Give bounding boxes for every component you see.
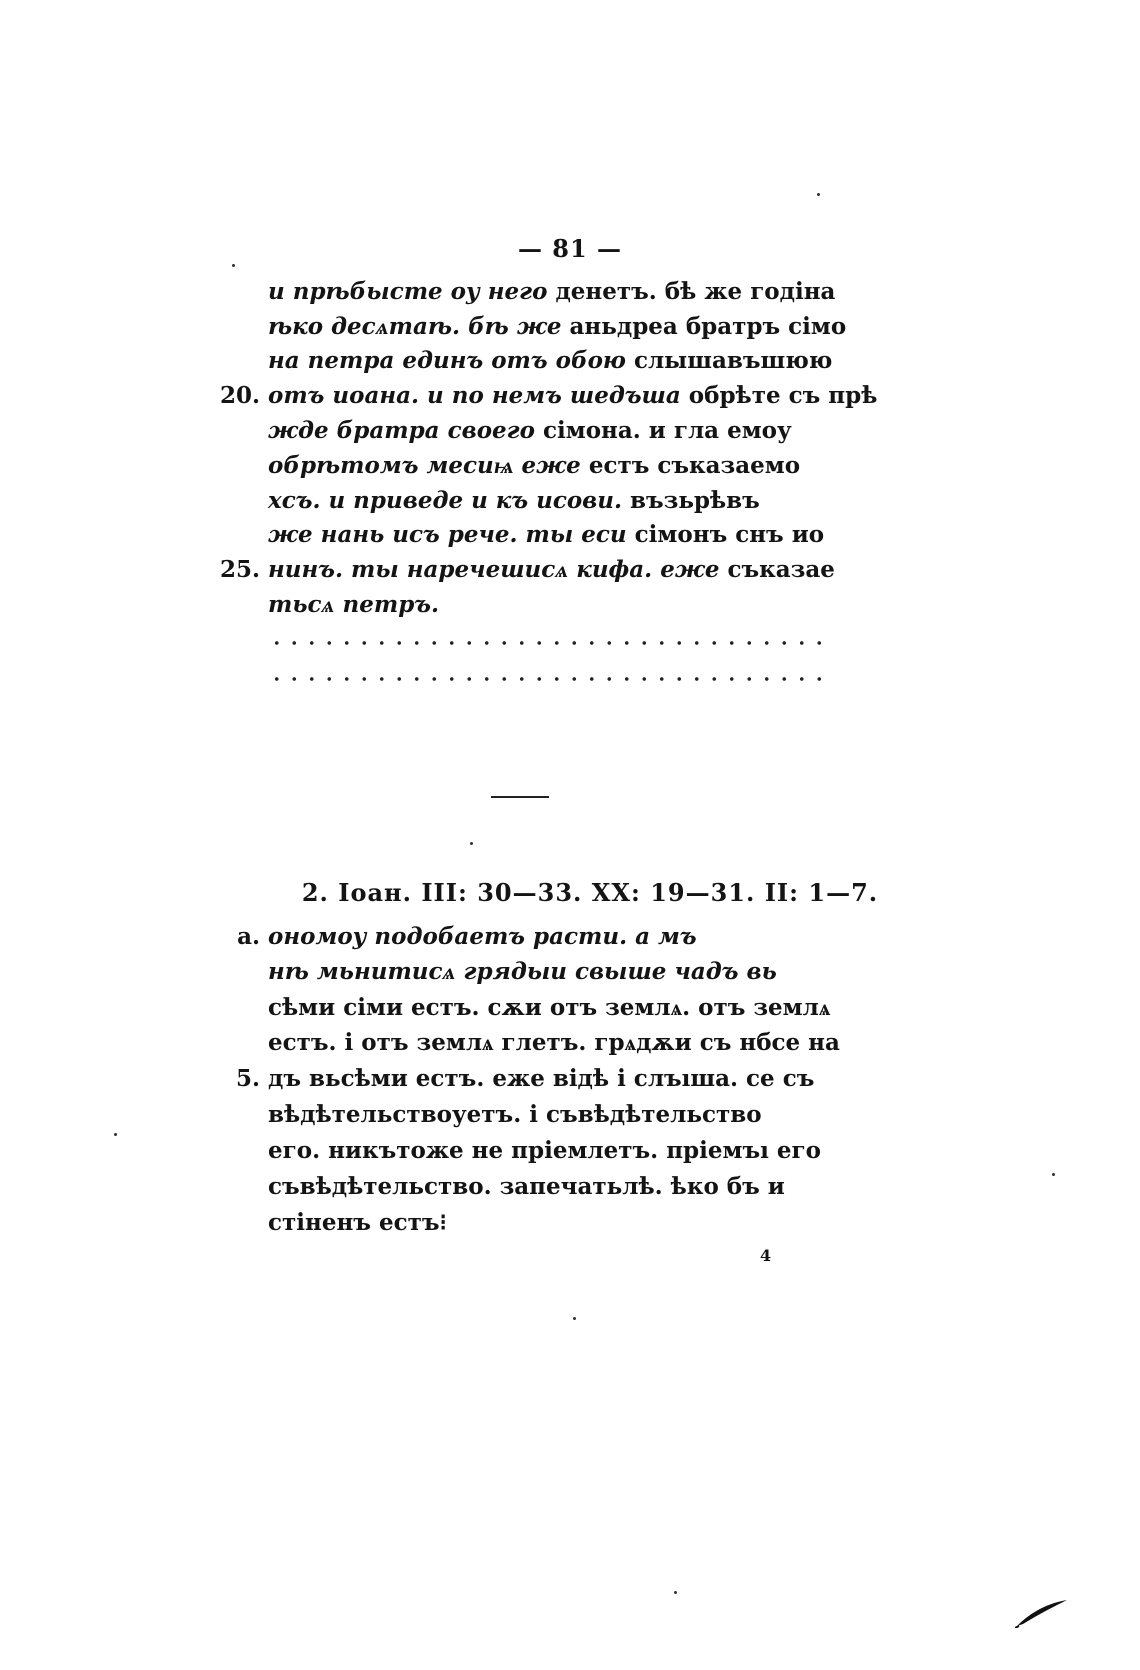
paper-speck: [817, 193, 820, 196]
text-span: сѣми сіми естъ. сѫи отъ землѧ. отъ землѧ: [268, 994, 831, 1021]
text-span: хсъ. и приведе и къ исови.: [268, 487, 631, 514]
text-span: ѣко десѧтаѣ. бѣ же: [268, 313, 570, 340]
paper-speck: [114, 1133, 117, 1136]
section-divider: [491, 796, 549, 798]
paper-speck: [232, 264, 235, 267]
text-line: [268, 486, 760, 516]
text-span: аньдреа братръ сімо: [569, 313, 847, 340]
text-span: дъ вьсѣми естъ. еже відѣ і слъıша. се съ: [268, 1065, 815, 1092]
text-span: естъ. і отъ землѧ глетъ. грѧдѫи съ нбсе на: [268, 1029, 840, 1056]
paper-speck: [470, 842, 473, 845]
text-line: [268, 590, 439, 620]
text-line: [268, 346, 832, 376]
text-span: съвѣдѣтельство. запечатьлѣ. ѣко бъ и: [268, 1173, 785, 1200]
text-span: вѣдѣтельствоуетъ. і съвѣдѣтельство: [268, 1101, 762, 1128]
text-span: нинъ. ты наречешисѧ кифа. еже: [268, 556, 728, 583]
text-span: и прѣбысте оу него: [268, 278, 556, 305]
text-line: [268, 1208, 447, 1238]
text-line: [268, 1028, 840, 1058]
text-line: [268, 1100, 762, 1130]
text-line: [268, 993, 830, 1023]
text-span: обрѣтомъ месиѩ еже: [268, 452, 589, 479]
text-span: слышавъшюю: [633, 347, 833, 374]
text-span: его. никътоже не пріемлетъ. пріемъı его: [268, 1137, 821, 1164]
line-number: 25.: [219, 556, 260, 583]
text-line: [268, 381, 877, 411]
ellipsis-row: [268, 676, 828, 682]
text-span: жде братра своего: [268, 417, 543, 444]
signature-mark: 4: [760, 1246, 772, 1265]
text-line: [268, 451, 800, 481]
text-span: нѣ мьнитисѧ грядыи свыше чадъ вь: [268, 958, 777, 985]
line-number: 20.: [219, 382, 260, 409]
quill-mark-icon: [1015, 1598, 1069, 1628]
text-span: тьсѧ петръ.: [268, 591, 440, 618]
text-span: естъ съказаемо: [588, 452, 801, 479]
paper-speck: [1052, 1173, 1055, 1176]
line-number: 5.: [235, 1065, 260, 1092]
text-line: [268, 416, 792, 446]
line-number: а.: [237, 923, 260, 950]
paper-speck: [674, 1591, 677, 1594]
text-span: же нань исъ рече. ты еси: [268, 521, 635, 548]
text-span: сімонъ снъ ио: [634, 521, 825, 548]
text-line: [268, 312, 846, 342]
text-span: на петра единъ отъ обою: [268, 347, 634, 374]
text-span: възьрѣвъ: [630, 487, 760, 514]
text-line: [268, 1136, 821, 1166]
text-span: сімона. и гла емоу: [542, 417, 792, 444]
text-line: [268, 1064, 814, 1094]
text-span: денетъ. бѣ же годіна: [555, 278, 836, 305]
page-number: — 81 —: [517, 234, 623, 263]
ellipsis-row: [268, 640, 828, 646]
text-span: ономоу подобаетъ расти. а мъ: [268, 923, 697, 950]
text-span: отъ иоана. и по немъ шедъша: [268, 382, 689, 409]
paper-speck: [573, 1317, 576, 1320]
text-line: [268, 922, 697, 952]
text-line: [268, 277, 835, 307]
text-span: обрѣте съ прѣ: [688, 382, 878, 409]
text-span: стіненъ естъ⁝: [268, 1209, 447, 1236]
text-line: [268, 957, 777, 987]
text-line: [268, 555, 835, 585]
text-line: [268, 1172, 785, 1202]
text-span: съказае: [727, 556, 835, 583]
text-line: [268, 520, 824, 550]
section-heading: 2. Іоан. III: 30—33. XX: 19—31. II: 1—7.: [301, 878, 879, 907]
